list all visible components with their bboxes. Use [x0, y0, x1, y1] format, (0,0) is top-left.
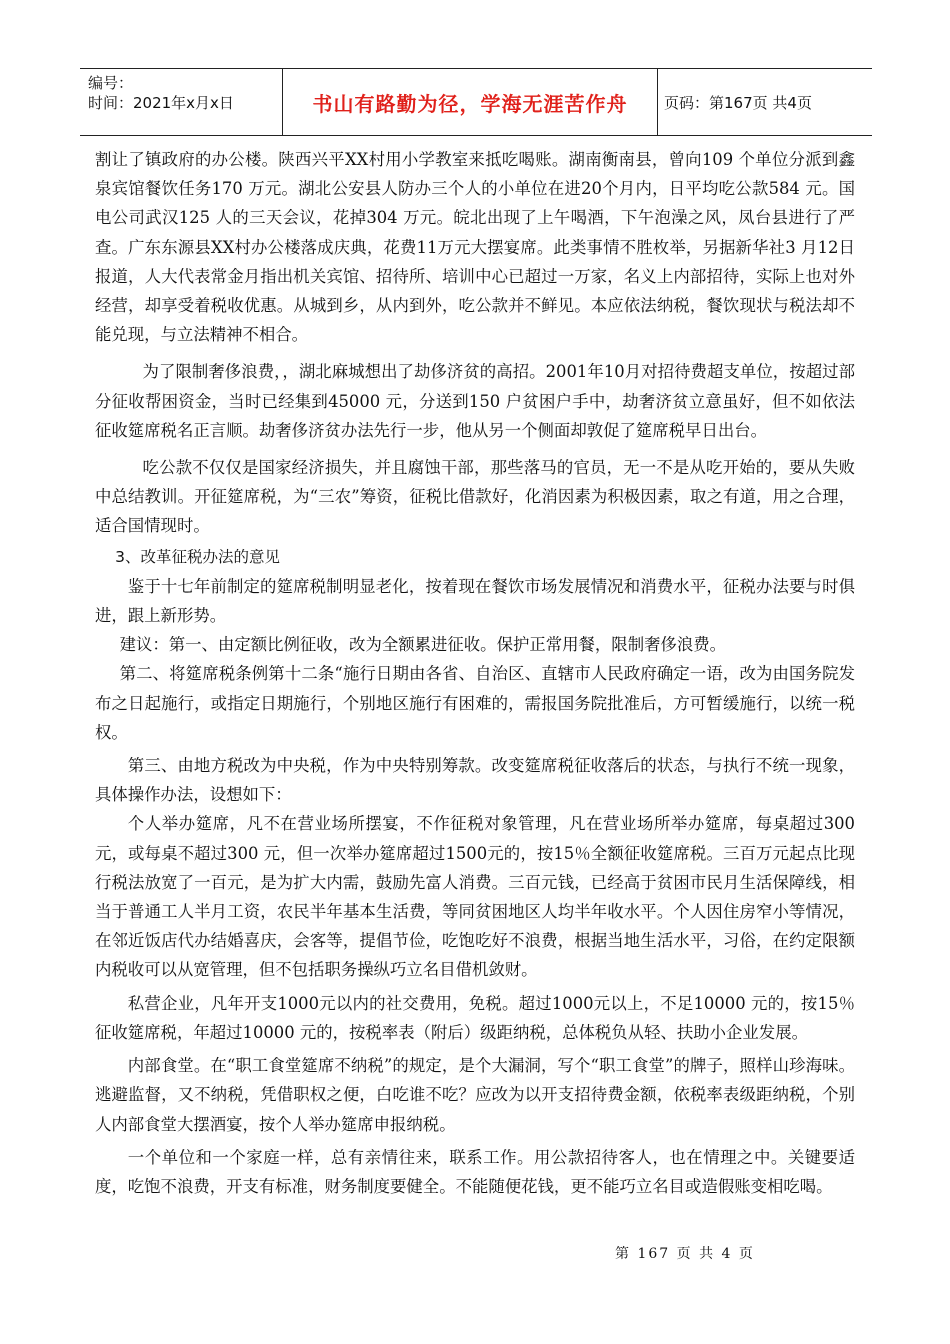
page-header	[80, 68, 872, 136]
paragraph: 第三、由地方税改为中央税，作为中央特别筹款。改变筵席税征收落后的状态，与执行不统一现象，具体操作办法，设想如下：	[95, 756, 855, 805]
paragraph: 为了限制奢侈浪费，，湖北麻城想出了劫侈济贫的高招。2001年10月对招待费超支单位，按超过部分征收帮困资金，当时已经集到45000 元，分送到150 户贫困户手中，劫奢济贫立意虽好，但不如依法征收筵席税名正言顺。劫奢侈济贫办法先行一步，他从另一个侧面却敦促了筵席税早日出台。	[95, 362, 855, 440]
paragraph: 建议：第一、由定额比例征收，改为全额累进征收。保护正常用餐，限制奢侈浪费。	[119, 635, 727, 655]
header-motto: 书山有路勤为径，学海无涯苦作舟	[282, 69, 658, 135]
paragraph: 内部食堂。在“职工食堂筵席不纳税”的规定，是个大漏洞，写个“职工食堂”的牌子，照样山珍海味。逃避监督，又不纳税，凭借职权之便，白吃谁不吃？应改为以开支招待费金额，依税率表级距纳税，个别人内部食堂大摆酒宴，按个人举办筵席申报纳税。	[95, 1056, 855, 1134]
header-page-info: 页码：第167页 共4页	[664, 93, 812, 112]
header-meta	[80, 69, 282, 135]
document-date: 时间：2021年x月x日	[88, 94, 234, 112]
paragraph: 鉴于十七年前制定的筵席税制明显老化，按着现在餐饮市场发展情况和消费水平，征税办法要与时俱进，跟上新形势。	[95, 576, 855, 626]
document-number-label: 编号：	[88, 74, 134, 92]
section-heading: 3、改革征税办法的意见	[115, 547, 281, 566]
paragraph: 吃公款不仅仅是国家经济损失，并且腐蚀干部，那些落马的官员，无一不是从吃开始的，要从失败中总结教训。开征筵席税，为“三农”筹资，征税比借款好，化消因素为积极因素，取之有道，用之合理，适合国情现时。	[95, 458, 855, 536]
paragraph: 私营企业，凡年开支1000元以内的社交费用，免税。超过1000元以上，不足10000 元的，按15％征收筵席税，年超过10000 元的，按税率表（附后）级距纳税，总体税负从轻、扶助小企业发展。	[95, 993, 855, 1042]
paragraph: 第二、将筵席税条例第十二条“施行日期由各省、自治区、直辖市人民政府确定一语，改为由国务院发布之日起施行，或指定日期施行，个别地区施行有困难的，需报国务院批准后，方可暂缓施行，以统一税权。	[95, 664, 855, 742]
paragraph: 割让了镇政府的办公楼。陕西兴平XX村用小学教室来抵吃喝账。湖南衡南县，曾向109 个单位分派到鑫泉宾馆餐饮任务170 万元。湖北公安县人防办三个人的小单位在进20个月内，日平均吃公款584 元。国电公司武汉125 人的三天会议，花掉304 万元。皖北出现了上午喝酒，下午泡澡之风，凤台县进行了严查。广东东源县XX村办公楼落成庆典，花费11万元大摆宴席。此类事情不胜枚举，另据新华社3 月12日报道，人大代表常金月指出机关宾馆、招待所、培训中心已超过一万家，名义上内部招待，实际上也对外经营，却享受着税收优惠。从城到乡，从内到外，吃公款并不鲜见。本应依法纳税，餐饮现状与税法却不能兑现，与立法精神不相合。	[95, 150, 855, 345]
page-footer: 第 167 页 共 4 页	[615, 1246, 755, 1262]
document-body	[95, 145, 855, 1201]
paragraph: 一个单位和一个家庭一样，总有亲情往来，联系工作。用公款招待客人，也在情理之中。关键要适度，吃饱不浪费，开支有标准，财务制度要健全。不能随便花钱，更不能巧立名目或造假账变相吃喝。	[95, 1147, 855, 1196]
paragraph: 个人举办筵席，凡不在营业场所摆宴，不作征税对象管理，凡在营业场所举办筵席，每桌超过300 元，或每桌不超过300 元，但一次举办筵席超过1500元的，按15％全额征收筵席税。三百万元起点比现行税法放宽了一百元，是为扩大内需，鼓励先富人消费。三百元钱，已经高于贫困市民月生活保障线，相当于普通工人半月工资，农民半年基本生活费，等同贫困地区人均半年收水平。个人因住房窄小等情况，在邻近饭店代办结婚喜庆，会客等，提倡节俭，吃饱吃好不浪费，根据当地生活水平，习俗，在约定限额内税收可以从宽管理，但不包括职务操纵巧立名目借机敛财。	[95, 814, 855, 980]
